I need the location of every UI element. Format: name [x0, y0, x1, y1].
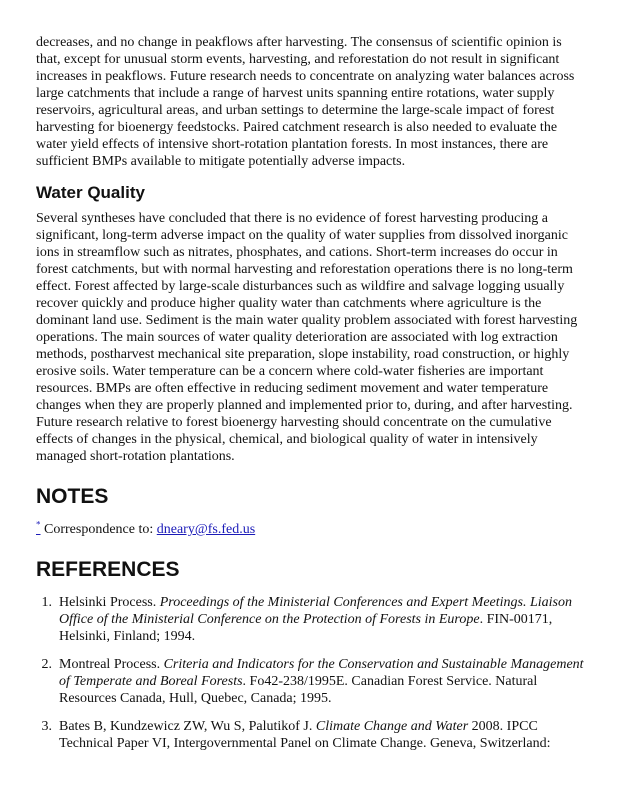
- reference-authors: Montreal Process.: [59, 657, 164, 672]
- reference-details: . FIN-00171, Helsinki, Finland; 1994.: [59, 612, 553, 644]
- references-list: [36, 594, 584, 752]
- note-text: Correspondence to:: [44, 522, 157, 537]
- article-body: [36, 34, 584, 763]
- references-heading: REFERENCES: [36, 558, 180, 581]
- water-quality-heading: Water Quality: [36, 183, 145, 202]
- water-quality-paragraph: Several syntheses have concluded that there is no evidence of forest harvesting producing a significant, long-term adverse impact on the quality of water supplies from dissolved inorganic ions in streamflow such as nitrates, phosphates, and cations. Short-term increases do occur in forest catchments, but with normal harvesting and reforestation operations there is no long-term effect. Forest affected by large-scale disturbances such as wildfire and salvage logging usually recover quickly and produce higher quality water than catchments where agriculture is the dominant land use. Sediment is the main water quality problem associated with forest harvesting operations. The main sources of water quality deterioration are associated with log extraction methods, postharvest mechanical site preparation, slope instability, road construction, or highly erosive soils. Water temperature can be a concern where cold-water fisheries are important resources. BMPs are often effective in reducing sediment movement and water temperature changes when they are properly planned and implemented prior to, during, and after harvesting. Future research relative to forest bioenergy harvesting should concentrate on the cumulative effects of changes in the physical, chemical, and biological quality of water in intensively managed short-rotation plantations.: [36, 211, 578, 464]
- reference-number: 2.: [41, 657, 52, 672]
- note-item: [36, 521, 584, 538]
- intro-paragraph: decreases, and no change in peakflows after harvesting. The consensus of scientific opinion is that, except for unusual storm events, harvesting, and reforestation do not result in significant increases in peakflows. Future research needs to concentrate on analyzing water balances across large catchments that include a range of harvest units spanning entire rotations, water supply reservoirs, agricultural areas, and urban settings to determine the large-scale impact of forest harvesting for bioenergy feedstocks. Paired catchment research is also needed to evaluate the water yield effects of intensive short-rotation plantation forests. In most instances, there are sufficient BMPs available to mitigate potentially adverse impacts.: [36, 35, 575, 169]
- notes-heading: NOTES: [36, 485, 109, 508]
- reference-item: [36, 718, 584, 752]
- reference-authors: Bates B, Kundzewicz ZW, Wu S, Palutikof J.: [59, 719, 316, 734]
- reference-number: 3.: [41, 719, 52, 734]
- reference-title: Proceedings of the Ministerial Conferences and Expert Meetings. Liaison Office of the Ministerial Conference on the Protection of Forests in Europe: [59, 595, 573, 627]
- reference-details: 2008. IPCC Technical Paper VI, Intergovernmental Panel on Climate Change. Geneva, Switzerland:: [59, 719, 551, 751]
- reference-details: . Fo42-238/1995E. Canadian Forest Service. Natural Resources Canada, Hull, Quebec, Canada; 1995.: [59, 674, 538, 706]
- reference-title: Climate Change and Water: [315, 719, 469, 734]
- reference-number: 1.: [41, 595, 52, 610]
- reference-authors: Helsinki Process.: [59, 595, 160, 610]
- reference-title: Criteria and Indicators for the Conservation and Sustainable Management of Temperate and Boreal Forests: [59, 657, 584, 689]
- note-marker-link[interactable]: *: [36, 519, 41, 530]
- reference-item: [36, 656, 584, 707]
- email-link[interactable]: dneary@fs.fed.us: [156, 522, 256, 537]
- reference-item: [36, 594, 584, 645]
